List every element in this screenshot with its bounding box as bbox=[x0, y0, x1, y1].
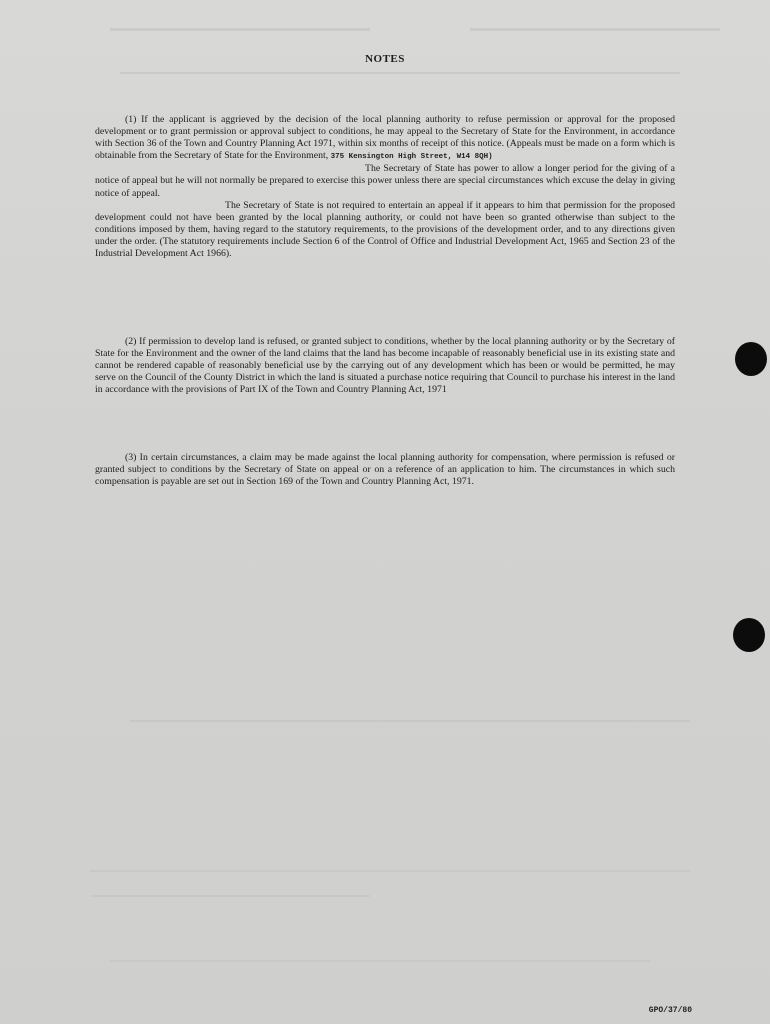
show-through-mark bbox=[90, 895, 370, 897]
page-title: NOTES bbox=[365, 53, 405, 65]
show-through-mark bbox=[130, 720, 690, 722]
appeals-address: 375 Kensington High Street, W14 8QH) bbox=[330, 153, 493, 162]
note-paragraph-3 bbox=[95, 452, 675, 488]
note-1-extension-text: The Secretary of State has power to allow a longer period for the giving of a notice of appeal but he will not normally be prepared to exercise this power unless there are special circumstances which excuse the delay in giving notice of appeal. bbox=[95, 163, 675, 199]
form-code: GPO/37/80 bbox=[648, 1006, 692, 1015]
show-through-mark bbox=[120, 72, 680, 74]
note-1-text: (1) If the applicant is aggrieved by the decision of the local planning authority to refuse permission or approval for the proposed development or to grant permission or approval subject to conditions, he may appeal to the Secretary of State for the Environment, in accordance with Section 36 of the Town and Country Planning Act 1971, within six months of receipt of this notice. (Appeals must be made on a form which is obtainable from the Secretary of State for the Environment, bbox=[95, 114, 675, 162]
punch-hole-mark bbox=[735, 342, 767, 376]
show-through-mark bbox=[110, 960, 650, 962]
punch-hole-mark bbox=[733, 618, 765, 652]
show-through-mark bbox=[90, 870, 690, 872]
note-1-entertain-text: The Secretary of State is not required to entertain an appeal if it appears to him that permission for the proposed development could not have been granted by the local planning authority, or could not have been so granted otherwise than subject to the conditions imposed by them, having regard to the statutory requirements, to the provisions of the development order, and to any directions given under the order. (The statutory requirements include Section 6 of the Control of Office and Industrial Development Act, 1965 and Section 23 of the Industrial Development Act 1966). bbox=[95, 199, 675, 260]
note-paragraph-1 bbox=[95, 114, 675, 260]
note-paragraph-2 bbox=[95, 336, 675, 396]
show-through-mark bbox=[470, 28, 720, 31]
show-through-mark bbox=[110, 28, 370, 31]
note-2-text: (2) If permission to develop land is refused, or granted subject to conditions, whether by the local planning authority or by the Secretary of State for the Environment and the owner of the land claims that the land has become incapable of reasonably beneficial use in its existing state and cannot be rendered capable of reasonably beneficial use by the carrying out of any development which has been or would be permitted, he may serve on the Council of the County District in which the land is situated a purchase notice requiring that Council to purchase his interest in the land in accordance with the provisions of Part IX of the Town and Country Planning Act, 1971 bbox=[95, 336, 675, 396]
note-3-text: (3) In certain circumstances, a claim may be made against the local planning authority for compensation, where permission is refused or granted subject to conditions by the Secretary of State on appeal or on a reference of an application to him. The circumstances in which such compensation is payable are set out in Section 169 of the Town and Country Planning Act, 1971. bbox=[95, 452, 675, 488]
